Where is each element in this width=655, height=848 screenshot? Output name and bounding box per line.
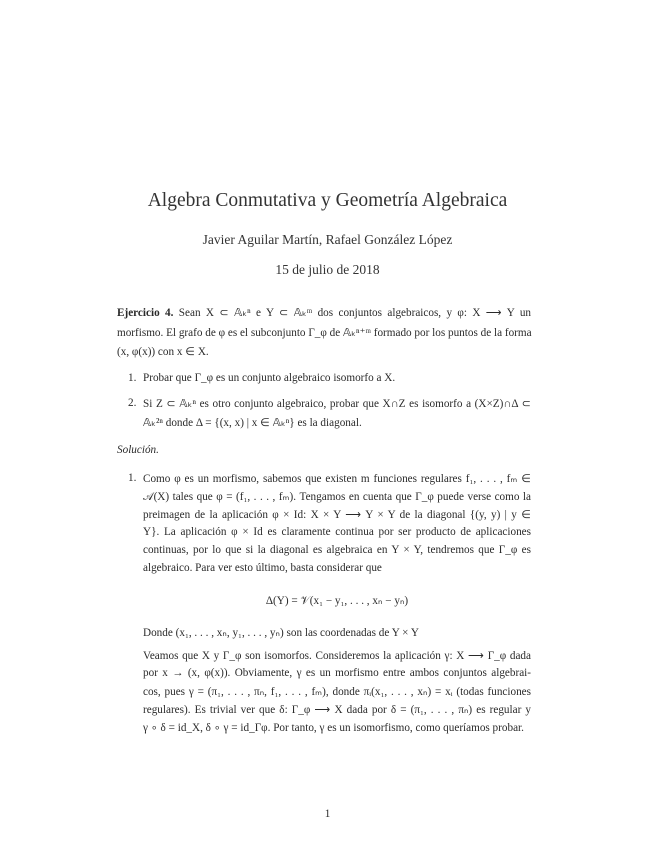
exercise-item-2-number: 2.: [128, 397, 137, 409]
solution-para1-line-5: continuas, por lo que si la diagonal es algebraica en Y × Y, tendremos que Γ_φ es: [143, 544, 531, 556]
solution-label: Solución.: [117, 444, 159, 456]
exercise-item-1-number: 1.: [128, 372, 137, 384]
solution-para2-line-2: por x → (x, φ(x)). Obviamente, γ es un morfismo entre ambos conjuntos algebrai-: [143, 667, 531, 679]
exercise-line-2: morfismo. El grafo de φ es el subconjunto Γ_φ de 𝔸ₖⁿ⁺ᵐ formado por los puntos de la forma: [117, 327, 532, 339]
solution-para2-line-3: cos, pues γ = (π₁, . . . , πₙ, f₁, . . . , fₘ), donde πᵢ(x₁, . . . , xₙ) = xᵢ (todas funciones: [143, 686, 531, 698]
solution-para1-line-3: preimagen de la aplicación φ × Id: X × Y ⟶ Y × Y de la diagonal {(y, y) | y ∈: [143, 509, 531, 521]
solution-para1-line-1: Como φ es un morfismo, sabemos que existen m funciones regulares f₁, . . . , fₘ ∈: [143, 473, 531, 485]
solution-para1-line-4: Y}. La aplicación φ × Id es claramente continua por ser producto de aplicaciones: [143, 526, 531, 538]
page-number: 1: [324, 808, 331, 820]
solution-para1-line-6: algebraico. Para ver esto último, basta considerar que: [143, 562, 382, 574]
solution-item-1-number: 1.: [128, 472, 137, 484]
solution-para1-line-2: 𝒜(X) tales que φ = (f₁, . . . , fₘ). Tengamos en cuenta que Γ_φ puede verse como la: [143, 491, 531, 503]
exercise-item-2-line-1: Si Z ⊂ 𝔸ₖⁿ es otro conjunto algebraico, probar que X∩Z es isomorfo a (X×Z)∩Δ ⊂: [143, 398, 531, 410]
exercise-label: Ejercicio 4.: [117, 307, 174, 319]
solution-para2-line-1: Veamos que X y Γ_φ son isomorfos. Consideremos la aplicación γ: X ⟶ Γ_φ dada: [143, 650, 531, 662]
exercise-line-3: (x, φ(x)) con x ∈ X.: [117, 346, 209, 358]
solution-note: Donde (x₁, . . . , xₙ, y₁, . . . , yₙ) son las coordenadas de Y × Y: [143, 627, 419, 639]
exercise-line-1: Ejercicio 4. Sean X ⊂ 𝔸ₖⁿ e Y ⊂ 𝔸ₖᵐ dos conjuntos algebraicos, y φ: X ⟶ Y un: [117, 307, 532, 319]
document-authors: Javier Aguilar Martín, Rafael González López: [202, 232, 453, 247]
document-title: Algebra Conmutativa y Geometría Algebraica: [147, 190, 508, 211]
exercise-item-1-text: Probar que Γ_φ es un conjunto algebraico isomorfo a X.: [143, 372, 396, 384]
solution-para2-line-4: regulares). Es trivial ver que δ: Γ_φ ⟶ X dada por δ = (π₁, . . . , πₙ) es regular y: [143, 704, 531, 716]
solution-equation: Δ(Y) = 𝒱(x₁ − y₁, . . . , xₙ − yₙ): [265, 595, 409, 607]
solution-para2-line-5: γ ∘ δ = id_X, δ ∘ γ = id_Γφ. Por tanto, γ es un isomorfismo, como queríamos probar.: [143, 722, 524, 734]
exercise-item-2-line-2: 𝔸ₖ²ⁿ donde Δ = {(x, x) | x ∈ 𝔸ₖⁿ} es la diagonal.: [143, 417, 362, 429]
document-date: 15 de julio de 2018: [275, 262, 380, 277]
